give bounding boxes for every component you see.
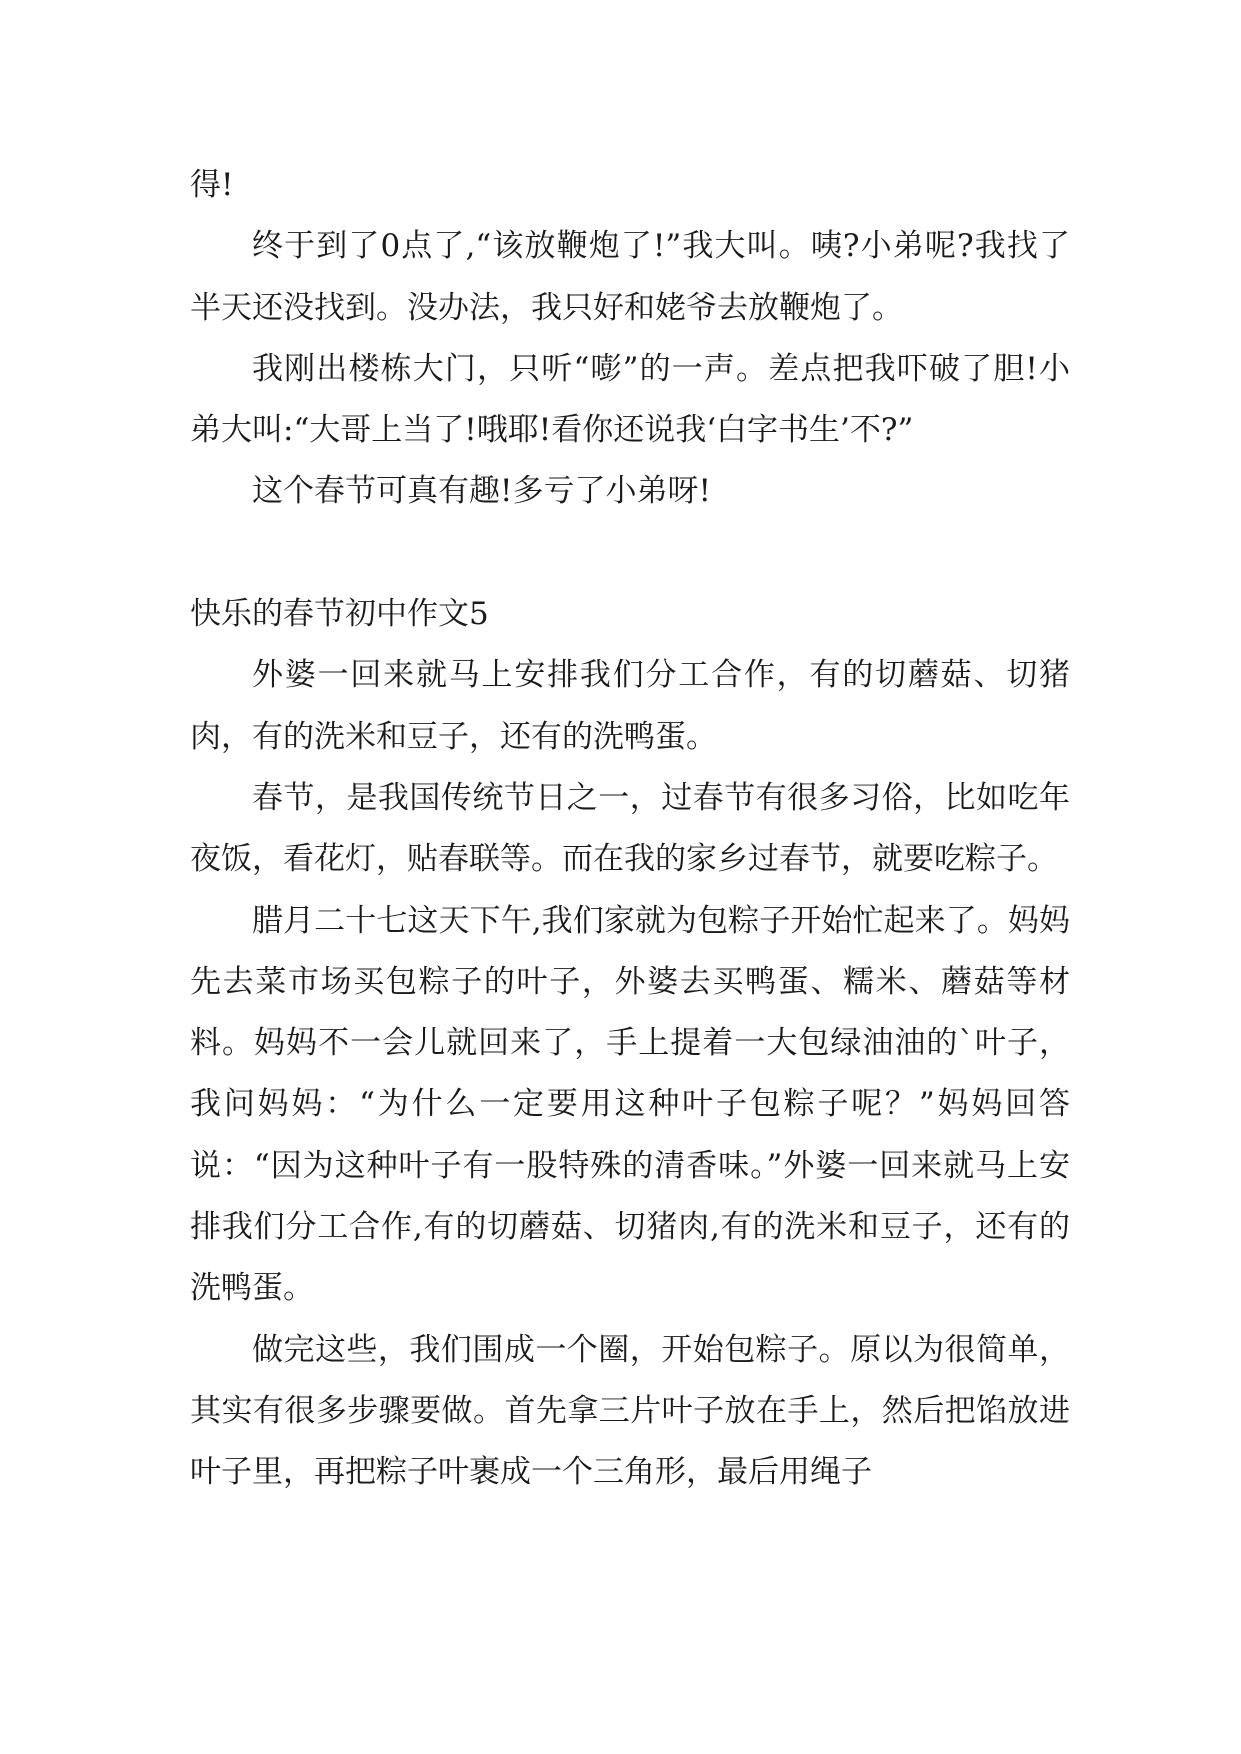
paragraph: 做完这些，我们围成一个圈，开始包粽子。原以为很简单，其实有很多步骤要做。首先拿三片叶子放在手上，然后把馅放进叶子里，再把粽子叶裹成一个三角形，最后用绳子 xyxy=(190,1331,1070,1491)
section-title: 快乐的春节初中作文5 xyxy=(190,596,489,633)
paragraph: 我刚出楼栋大门，只听“嘭”的一声。差点把我吓破了胆!小弟大叫:“大哥上当了!哦耶!看你还说我‘白字书生’不?” xyxy=(190,350,1070,449)
paragraph: 腊月二十七这天下午,我们家就为包粽子开始忙起来了。妈妈先去菜市场买包粽子的叶子，外婆去买鸭蛋、糯米、蘑菇等材料。妈妈不一会儿就回来了，手上提着一大包绿油油的`叶子，我问妈妈：“为什么一定要用这种叶子包粽子呢？”妈妈回答说：“因为这种叶子有一股特殊的清香味。”外婆一回来就马上安排我们分工合作,有的切蘑菇、切猪肉,有的洗米和豆子，还有的洗鸭蛋。 xyxy=(190,902,1070,1307)
document-body xyxy=(190,155,1070,1504)
paragraph: 这个春节可真有趣!多亏了小弟呀! xyxy=(252,473,711,510)
paragraph: 春节，是我国传统节日之一，过春节有很多习俗，比如吃年夜饭，看花灯，贴春联等。而在我的家乡过春节，就要吃粽子。 xyxy=(190,779,1070,878)
paragraph: 终于到了0点了,“该放鞭炮了!”我大叫。咦?小弟呢?我找了半天还没找到。没办法，我只好和姥爷去放鞭炮了。 xyxy=(190,228,1070,326)
paragraph-continuation: 得! xyxy=(190,167,234,203)
paragraph: 外婆一回来就马上安排我们分工合作，有的切蘑菇、切猪肉，有的洗米和豆子，还有的洗鸭蛋。 xyxy=(190,657,1070,755)
